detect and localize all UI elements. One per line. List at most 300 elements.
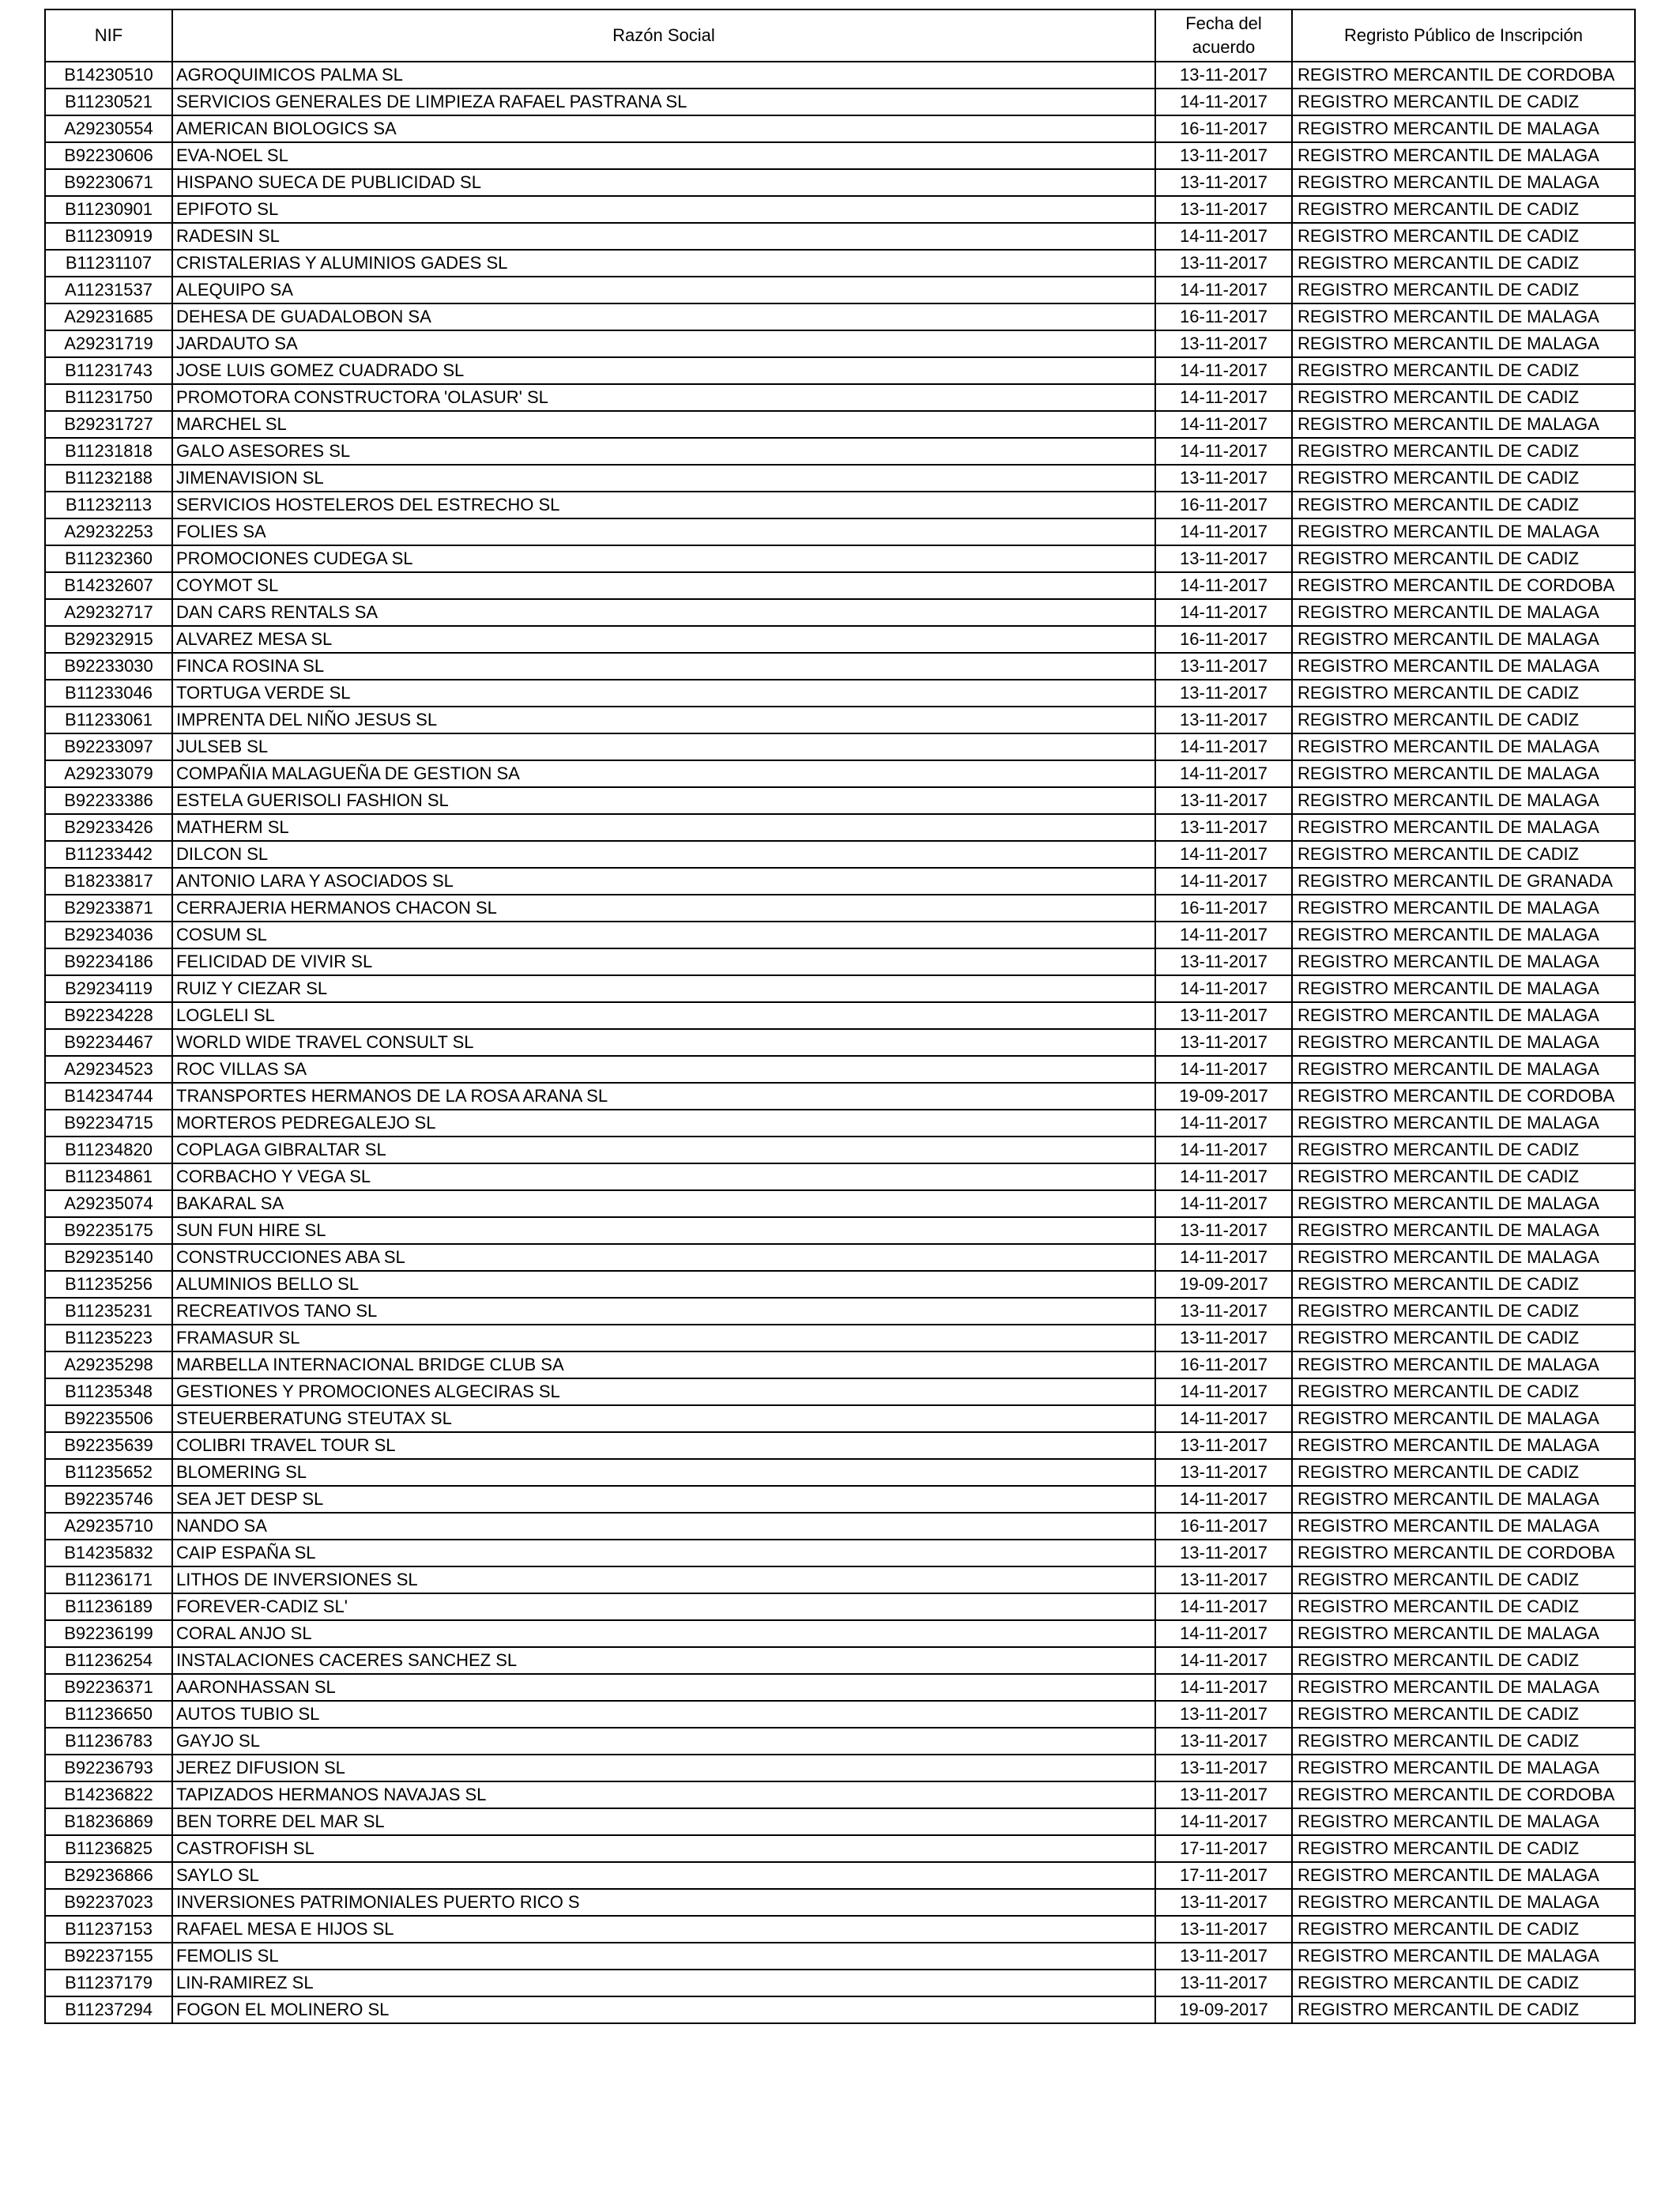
table-row (45, 1513, 1635, 1540)
cell-fecha: 14-11-2017 (1155, 868, 1292, 895)
cell-fecha: 14-11-2017 (1155, 1244, 1292, 1271)
cell-registro: REGISTRO MERCANTIL DE MALAGA (1292, 411, 1635, 438)
cell-fecha: 13-11-2017 (1155, 1459, 1292, 1486)
cell-registro: REGISTRO MERCANTIL DE MALAGA (1292, 1002, 1635, 1029)
cell-nif: B11235231 (45, 1298, 172, 1325)
table-row (45, 1271, 1635, 1298)
cell-fecha: 14-11-2017 (1155, 518, 1292, 545)
table-row (45, 169, 1635, 196)
cell-nif: B11231743 (45, 357, 172, 384)
cell-fecha: 13-11-2017 (1155, 1298, 1292, 1325)
cell-nif: B92236793 (45, 1755, 172, 1781)
cell-nif: B11230919 (45, 223, 172, 250)
cell-registro: REGISTRO MERCANTIL DE CADIZ (1292, 1916, 1635, 1943)
cell-registro: REGISTRO MERCANTIL DE CADIZ (1292, 1647, 1635, 1674)
cell-fecha: 13-11-2017 (1155, 62, 1292, 89)
cell-razon-social: BEN TORRE DEL MAR SL (172, 1808, 1155, 1835)
cell-fecha: 14-11-2017 (1155, 1647, 1292, 1674)
cell-fecha: 14-11-2017 (1155, 438, 1292, 465)
cell-registro: REGISTRO MERCANTIL DE CADIZ (1292, 1459, 1635, 1486)
table-row (45, 1701, 1635, 1728)
cell-nif: B29235140 (45, 1244, 172, 1271)
cell-registro: REGISTRO MERCANTIL DE CADIZ (1292, 357, 1635, 384)
cell-nif: B11233442 (45, 841, 172, 868)
cell-fecha: 13-11-2017 (1155, 948, 1292, 975)
cell-razon-social: CORAL ANJO SL (172, 1620, 1155, 1647)
table-row (45, 1056, 1635, 1083)
cell-nif: B92234186 (45, 948, 172, 975)
cell-fecha: 14-11-2017 (1155, 1137, 1292, 1163)
cell-fecha: 13-11-2017 (1155, 1432, 1292, 1459)
cell-fecha: 14-11-2017 (1155, 1674, 1292, 1701)
cell-registro: REGISTRO MERCANTIL DE CADIZ (1292, 545, 1635, 572)
cell-fecha: 13-11-2017 (1155, 1943, 1292, 1970)
cell-fecha: 14-11-2017 (1155, 1163, 1292, 1190)
cell-fecha: 16-11-2017 (1155, 115, 1292, 142)
cell-nif: B29236866 (45, 1862, 172, 1889)
table-row (45, 1163, 1635, 1190)
cell-razon-social: SERVICIOS GENERALES DE LIMPIEZA RAFAEL PASTRANA SL (172, 89, 1155, 115)
cell-nif: B11235256 (45, 1271, 172, 1298)
cell-nif: B11235223 (45, 1325, 172, 1351)
cell-razon-social: EPIFOTO SL (172, 196, 1155, 223)
cell-nif: B92236371 (45, 1674, 172, 1701)
table-row (45, 599, 1635, 626)
cell-registro: REGISTRO MERCANTIL DE CADIZ (1292, 1378, 1635, 1405)
table-row (45, 357, 1635, 384)
cell-registro: REGISTRO MERCANTIL DE MALAGA (1292, 1405, 1635, 1432)
cell-registro: REGISTRO MERCANTIL DE MALAGA (1292, 895, 1635, 922)
cell-registro: REGISTRO MERCANTIL DE CADIZ (1292, 196, 1635, 223)
table-row (45, 545, 1635, 572)
cell-razon-social: CASTROFISH SL (172, 1835, 1155, 1862)
cell-razon-social: CONSTRUCCIONES ABA SL (172, 1244, 1155, 1271)
cell-registro: REGISTRO MERCANTIL DE CADIZ (1292, 1566, 1635, 1593)
cell-razon-social: RUIZ Y CIEZAR SL (172, 975, 1155, 1002)
cell-registro: REGISTRO MERCANTIL DE CADIZ (1292, 465, 1635, 492)
table-row (45, 1325, 1635, 1351)
cell-fecha: 13-11-2017 (1155, 1755, 1292, 1781)
cell-fecha: 14-11-2017 (1155, 572, 1292, 599)
cell-nif: B11234820 (45, 1137, 172, 1163)
cell-razon-social: HISPANO SUECA DE PUBLICIDAD SL (172, 169, 1155, 196)
cell-registro: REGISTRO MERCANTIL DE CADIZ (1292, 1701, 1635, 1728)
cell-razon-social: AUTOS TUBIO SL (172, 1701, 1155, 1728)
header-registro: Regristo Público de Inscripción (1292, 9, 1635, 62)
table-row (45, 1566, 1635, 1593)
cell-fecha: 13-11-2017 (1155, 1728, 1292, 1755)
cell-nif: A29235074 (45, 1190, 172, 1217)
cell-fecha: 14-11-2017 (1155, 760, 1292, 787)
cell-nif: A29231685 (45, 303, 172, 330)
table-row (45, 1996, 1635, 2023)
cell-nif: B11232113 (45, 492, 172, 518)
cell-nif: B29233426 (45, 814, 172, 841)
cell-registro: REGISTRO MERCANTIL DE CADIZ (1292, 384, 1635, 411)
cell-fecha: 13-11-2017 (1155, 1916, 1292, 1943)
cell-registro: REGISTRO MERCANTIL DE CORDOBA (1292, 572, 1635, 599)
cell-razon-social: WORLD WIDE TRAVEL CONSULT SL (172, 1029, 1155, 1056)
cell-razon-social: TAPIZADOS HERMANOS NAVAJAS SL (172, 1781, 1155, 1808)
cell-nif: A29231719 (45, 330, 172, 357)
cell-nif: B11235348 (45, 1378, 172, 1405)
table-row (45, 330, 1635, 357)
table-row (45, 1808, 1635, 1835)
cell-fecha: 13-11-2017 (1155, 1002, 1292, 1029)
cell-razon-social: AGROQUIMICOS PALMA SL (172, 62, 1155, 89)
table-row (45, 89, 1635, 115)
registry-table (44, 9, 1636, 2024)
cell-razon-social: COPLAGA GIBRALTAR SL (172, 1137, 1155, 1163)
table-row (45, 680, 1635, 707)
cell-razon-social: COYMOT SL (172, 572, 1155, 599)
cell-nif: B11231818 (45, 438, 172, 465)
cell-razon-social: EVA-NOEL SL (172, 142, 1155, 169)
table-row (45, 922, 1635, 948)
cell-razon-social: FOGON EL MOLINERO SL (172, 1996, 1155, 2023)
cell-registro: REGISTRO MERCANTIL DE CADIZ (1292, 707, 1635, 733)
cell-razon-social: JOSE LUIS GOMEZ CUADRADO SL (172, 357, 1155, 384)
cell-nif: B92235639 (45, 1432, 172, 1459)
cell-registro: REGISTRO MERCANTIL DE MALAGA (1292, 1244, 1635, 1271)
cell-razon-social: ROC VILLAS SA (172, 1056, 1155, 1083)
cell-registro: REGISTRO MERCANTIL DE CADIZ (1292, 1728, 1635, 1755)
cell-nif: B18233817 (45, 868, 172, 895)
cell-fecha: 17-11-2017 (1155, 1862, 1292, 1889)
table-row (45, 1083, 1635, 1110)
cell-registro: REGISTRO MERCANTIL DE CADIZ (1292, 492, 1635, 518)
cell-razon-social: INVERSIONES PATRIMONIALES PUERTO RICO S (172, 1889, 1155, 1916)
cell-fecha: 13-11-2017 (1155, 814, 1292, 841)
cell-fecha: 14-11-2017 (1155, 1593, 1292, 1620)
cell-nif: B92237023 (45, 1889, 172, 1916)
cell-razon-social: BAKARAL SA (172, 1190, 1155, 1217)
table-row (45, 1916, 1635, 1943)
cell-razon-social: AMERICAN BIOLOGICS SA (172, 115, 1155, 142)
cell-razon-social: LOGLELI SL (172, 1002, 1155, 1029)
cell-registro: REGISTRO MERCANTIL DE CADIZ (1292, 89, 1635, 115)
cell-razon-social: DEHESA DE GUADALOBON SA (172, 303, 1155, 330)
cell-nif: B92234228 (45, 1002, 172, 1029)
cell-nif: A29235298 (45, 1351, 172, 1378)
table-row (45, 1298, 1635, 1325)
cell-razon-social: RECREATIVOS TANO SL (172, 1298, 1155, 1325)
cell-registro: REGISTRO MERCANTIL DE MALAGA (1292, 1862, 1635, 1889)
cell-fecha: 13-11-2017 (1155, 1217, 1292, 1244)
cell-nif: B29232915 (45, 626, 172, 653)
cell-registro: REGISTRO MERCANTIL DE MALAGA (1292, 1486, 1635, 1513)
header-row (45, 9, 1635, 62)
cell-fecha: 14-11-2017 (1155, 1405, 1292, 1432)
cell-fecha: 14-11-2017 (1155, 1378, 1292, 1405)
table-row (45, 384, 1635, 411)
cell-nif: B92237155 (45, 1943, 172, 1970)
cell-razon-social: MARBELLA INTERNACIONAL BRIDGE CLUB SA (172, 1351, 1155, 1378)
cell-registro: REGISTRO MERCANTIL DE MALAGA (1292, 115, 1635, 142)
table-row (45, 465, 1635, 492)
cell-registro: REGISTRO MERCANTIL DE MALAGA (1292, 1351, 1635, 1378)
cell-razon-social: CAIP ESPAÑA SL (172, 1540, 1155, 1566)
cell-fecha: 13-11-2017 (1155, 545, 1292, 572)
cell-registro: REGISTRO MERCANTIL DE CADIZ (1292, 1298, 1635, 1325)
table-row (45, 411, 1635, 438)
cell-nif: B92234715 (45, 1110, 172, 1137)
cell-nif: B11237294 (45, 1996, 172, 2023)
table-row (45, 1459, 1635, 1486)
cell-razon-social: STEUERBERATUNG STEUTAX SL (172, 1405, 1155, 1432)
cell-razon-social: LITHOS DE INVERSIONES SL (172, 1566, 1155, 1593)
cell-fecha: 16-11-2017 (1155, 492, 1292, 518)
table-row (45, 142, 1635, 169)
table-row (45, 868, 1635, 895)
cell-razon-social: SEA JET DESP SL (172, 1486, 1155, 1513)
cell-razon-social: MATHERM SL (172, 814, 1155, 841)
cell-fecha: 19-09-2017 (1155, 1083, 1292, 1110)
cell-fecha: 16-11-2017 (1155, 626, 1292, 653)
cell-registro: REGISTRO MERCANTIL DE MALAGA (1292, 1943, 1635, 1970)
cell-fecha: 13-11-2017 (1155, 1540, 1292, 1566)
cell-nif: B14236822 (45, 1781, 172, 1808)
cell-nif: B11235652 (45, 1459, 172, 1486)
cell-registro: REGISTRO MERCANTIL DE CADIZ (1292, 1137, 1635, 1163)
cell-nif: B14235832 (45, 1540, 172, 1566)
table-row (45, 1137, 1635, 1163)
cell-fecha: 13-11-2017 (1155, 1970, 1292, 1996)
cell-nif: A29230554 (45, 115, 172, 142)
table-header (45, 9, 1635, 62)
cell-registro: REGISTRO MERCANTIL DE MALAGA (1292, 1513, 1635, 1540)
cell-nif: B11236650 (45, 1701, 172, 1728)
cell-nif: A29234523 (45, 1056, 172, 1083)
table-row (45, 1593, 1635, 1620)
cell-fecha: 14-11-2017 (1155, 89, 1292, 115)
cell-razon-social: GESTIONES Y PROMOCIONES ALGECIRAS SL (172, 1378, 1155, 1405)
cell-nif: B14234744 (45, 1083, 172, 1110)
table-row (45, 1835, 1635, 1862)
cell-fecha: 13-11-2017 (1155, 250, 1292, 277)
table-row (45, 1970, 1635, 1996)
cell-fecha: 14-11-2017 (1155, 599, 1292, 626)
cell-razon-social: SERVICIOS HOSTELEROS DEL ESTRECHO SL (172, 492, 1155, 518)
cell-fecha: 14-11-2017 (1155, 1808, 1292, 1835)
table-row (45, 1432, 1635, 1459)
cell-razon-social: ESTELA GUERISOLI FASHION SL (172, 787, 1155, 814)
cell-razon-social: MORTEROS PEDREGALEJO SL (172, 1110, 1155, 1137)
cell-razon-social: BLOMERING SL (172, 1459, 1155, 1486)
cell-razon-social: AARONHASSAN SL (172, 1674, 1155, 1701)
table-row (45, 1244, 1635, 1271)
table-row (45, 1351, 1635, 1378)
table-row (45, 572, 1635, 599)
cell-registro: REGISTRO MERCANTIL DE MALAGA (1292, 1217, 1635, 1244)
cell-registro: REGISTRO MERCANTIL DE CADIZ (1292, 438, 1635, 465)
cell-registro: REGISTRO MERCANTIL DE MALAGA (1292, 169, 1635, 196)
table-row (45, 1781, 1635, 1808)
cell-razon-social: GALO ASESORES SL (172, 438, 1155, 465)
table-row (45, 1620, 1635, 1647)
table-row (45, 1889, 1635, 1916)
cell-nif: B92230671 (45, 169, 172, 196)
cell-razon-social: CORBACHO Y VEGA SL (172, 1163, 1155, 1190)
table-row (45, 814, 1635, 841)
cell-fecha: 13-11-2017 (1155, 653, 1292, 680)
table-row (45, 1755, 1635, 1781)
table-row (45, 1190, 1635, 1217)
cell-fecha: 14-11-2017 (1155, 1486, 1292, 1513)
cell-nif: B11233046 (45, 680, 172, 707)
table-row (45, 626, 1635, 653)
cell-razon-social: FEMOLIS SL (172, 1943, 1155, 1970)
cell-fecha: 14-11-2017 (1155, 384, 1292, 411)
cell-fecha: 17-11-2017 (1155, 1835, 1292, 1862)
table-row (45, 115, 1635, 142)
cell-registro: REGISTRO MERCANTIL DE CADIZ (1292, 1835, 1635, 1862)
cell-fecha: 13-11-2017 (1155, 1566, 1292, 1593)
cell-fecha: 14-11-2017 (1155, 733, 1292, 760)
cell-registro: REGISTRO MERCANTIL DE MALAGA (1292, 1620, 1635, 1647)
cell-razon-social: FRAMASUR SL (172, 1325, 1155, 1351)
table-row (45, 1728, 1635, 1755)
table-row (45, 975, 1635, 1002)
cell-razon-social: RADESIN SL (172, 223, 1155, 250)
cell-registro: REGISTRO MERCANTIL DE MALAGA (1292, 1190, 1635, 1217)
cell-fecha: 13-11-2017 (1155, 787, 1292, 814)
cell-nif: B29234036 (45, 922, 172, 948)
cell-registro: REGISTRO MERCANTIL DE MALAGA (1292, 1755, 1635, 1781)
cell-registro: REGISTRO MERCANTIL DE MALAGA (1292, 760, 1635, 787)
cell-razon-social: FOREVER-CADIZ SL' (172, 1593, 1155, 1620)
cell-razon-social: FOLIES SA (172, 518, 1155, 545)
table-row (45, 518, 1635, 545)
table-row (45, 760, 1635, 787)
cell-nif: B92236199 (45, 1620, 172, 1647)
cell-razon-social: JEREZ DIFUSION SL (172, 1755, 1155, 1781)
table-row (45, 787, 1635, 814)
cell-nif: A11231537 (45, 277, 172, 303)
cell-registro: REGISTRO MERCANTIL DE MALAGA (1292, 330, 1635, 357)
table-row (45, 1647, 1635, 1674)
cell-registro: REGISTRO MERCANTIL DE MALAGA (1292, 599, 1635, 626)
table-row (45, 1862, 1635, 1889)
cell-nif: B92230606 (45, 142, 172, 169)
cell-registro: REGISTRO MERCANTIL DE CORDOBA (1292, 62, 1635, 89)
table-row (45, 1540, 1635, 1566)
cell-razon-social: MARCHEL SL (172, 411, 1155, 438)
table-row (45, 492, 1635, 518)
cell-registro: REGISTRO MERCANTIL DE CADIZ (1292, 1996, 1635, 2023)
cell-fecha: 16-11-2017 (1155, 1351, 1292, 1378)
table-row (45, 1378, 1635, 1405)
cell-fecha: 16-11-2017 (1155, 303, 1292, 330)
table-row (45, 1486, 1635, 1513)
cell-razon-social: PROMOTORA CONSTRUCTORA 'OLASUR' SL (172, 384, 1155, 411)
cell-fecha: 14-11-2017 (1155, 1110, 1292, 1137)
cell-registro: REGISTRO MERCANTIL DE MALAGA (1292, 303, 1635, 330)
table-row (45, 1002, 1635, 1029)
cell-razon-social: COLIBRI TRAVEL TOUR SL (172, 1432, 1155, 1459)
cell-fecha: 19-09-2017 (1155, 1271, 1292, 1298)
cell-fecha: 13-11-2017 (1155, 330, 1292, 357)
cell-registro: REGISTRO MERCANTIL DE CADIZ (1292, 841, 1635, 868)
cell-registro: REGISTRO MERCANTIL DE CADIZ (1292, 1970, 1635, 1996)
cell-razon-social: COSUM SL (172, 922, 1155, 948)
cell-nif: B11236171 (45, 1566, 172, 1593)
cell-registro: REGISTRO MERCANTIL DE CADIZ (1292, 250, 1635, 277)
cell-nif: A29232253 (45, 518, 172, 545)
cell-fecha: 13-11-2017 (1155, 707, 1292, 733)
table-row (45, 1110, 1635, 1137)
cell-razon-social: DILCON SL (172, 841, 1155, 868)
cell-razon-social: IMPRENTA DEL NIÑO JESUS SL (172, 707, 1155, 733)
cell-razon-social: CERRAJERIA HERMANOS CHACON SL (172, 895, 1155, 922)
cell-nif: A29235710 (45, 1513, 172, 1540)
cell-razon-social: FELICIDAD DE VIVIR SL (172, 948, 1155, 975)
cell-fecha: 14-11-2017 (1155, 922, 1292, 948)
cell-fecha: 13-11-2017 (1155, 1781, 1292, 1808)
cell-registro: REGISTRO MERCANTIL DE CADIZ (1292, 223, 1635, 250)
cell-fecha: 14-11-2017 (1155, 411, 1292, 438)
table-row (45, 277, 1635, 303)
cell-razon-social: SAYLO SL (172, 1862, 1155, 1889)
cell-razon-social: TRANSPORTES HERMANOS DE LA ROSA ARANA SL (172, 1083, 1155, 1110)
table-body (45, 62, 1635, 2023)
cell-fecha: 14-11-2017 (1155, 1190, 1292, 1217)
cell-razon-social: COMPAÑIA MALAGUEÑA DE GESTION SA (172, 760, 1155, 787)
table-row (45, 948, 1635, 975)
cell-fecha: 14-11-2017 (1155, 1620, 1292, 1647)
cell-razon-social: NANDO SA (172, 1513, 1155, 1540)
cell-registro: REGISTRO MERCANTIL DE CORDOBA (1292, 1083, 1635, 1110)
table-row (45, 438, 1635, 465)
cell-fecha: 19-09-2017 (1155, 1996, 1292, 2023)
cell-registro: REGISTRO MERCANTIL DE MALAGA (1292, 1808, 1635, 1835)
cell-razon-social: ALVAREZ MESA SL (172, 626, 1155, 653)
cell-fecha: 13-11-2017 (1155, 680, 1292, 707)
cell-razon-social: ALUMINIOS BELLO SL (172, 1271, 1155, 1298)
cell-fecha: 13-11-2017 (1155, 169, 1292, 196)
table-row (45, 1029, 1635, 1056)
cell-nif: B14232607 (45, 572, 172, 599)
cell-nif: B92234467 (45, 1029, 172, 1056)
cell-fecha: 14-11-2017 (1155, 975, 1292, 1002)
cell-registro: REGISTRO MERCANTIL DE CADIZ (1292, 1271, 1635, 1298)
cell-razon-social: JULSEB SL (172, 733, 1155, 760)
cell-registro: REGISTRO MERCANTIL DE CADIZ (1292, 1163, 1635, 1190)
cell-nif: B92233386 (45, 787, 172, 814)
cell-fecha: 14-11-2017 (1155, 223, 1292, 250)
cell-fecha: 16-11-2017 (1155, 895, 1292, 922)
cell-registro: REGISTRO MERCANTIL DE MALAGA (1292, 922, 1635, 948)
cell-nif: B11230521 (45, 89, 172, 115)
cell-nif: B29233871 (45, 895, 172, 922)
cell-fecha: 14-11-2017 (1155, 841, 1292, 868)
cell-registro: REGISTRO MERCANTIL DE MALAGA (1292, 733, 1635, 760)
table-row (45, 653, 1635, 680)
cell-razon-social: TORTUGA VERDE SL (172, 680, 1155, 707)
cell-registro: REGISTRO MERCANTIL DE CORDOBA (1292, 1540, 1635, 1566)
table-row (45, 250, 1635, 277)
cell-registro: REGISTRO MERCANTIL DE CORDOBA (1292, 1781, 1635, 1808)
cell-fecha: 13-11-2017 (1155, 1701, 1292, 1728)
cell-nif: A29232717 (45, 599, 172, 626)
cell-razon-social: SUN FUN HIRE SL (172, 1217, 1155, 1244)
cell-nif: A29233079 (45, 760, 172, 787)
cell-nif: B11237153 (45, 1916, 172, 1943)
cell-nif: B11234861 (45, 1163, 172, 1190)
cell-nif: B11236825 (45, 1835, 172, 1862)
cell-razon-social: RAFAEL MESA E HIJOS SL (172, 1916, 1155, 1943)
header-razon-social: Razón Social (172, 9, 1155, 62)
